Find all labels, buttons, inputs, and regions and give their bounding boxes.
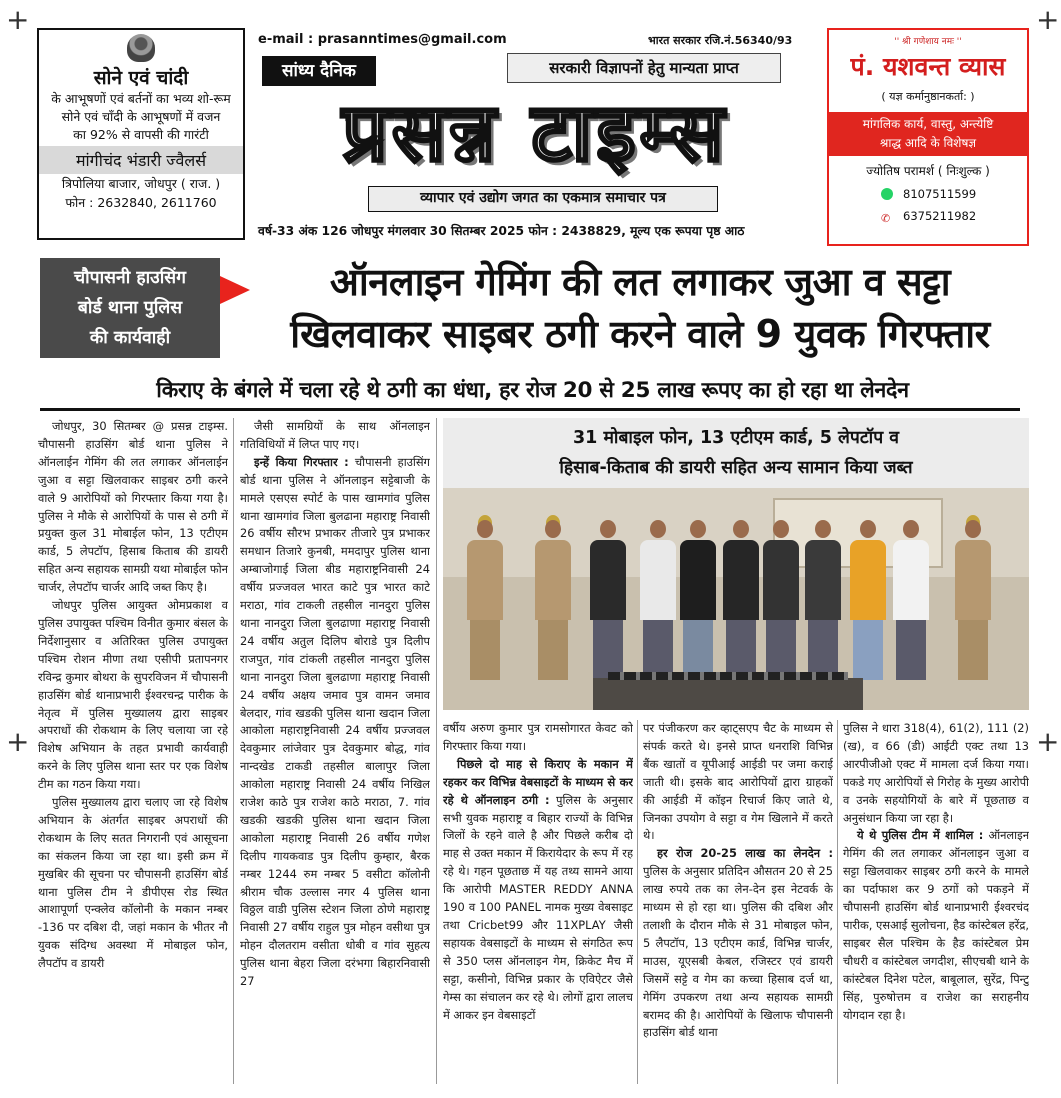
ad-line: सोने एवं चाँदी के आभूषणों में वजन <box>61 109 221 124</box>
paragraph: पर पंजीकरण कर व्हाट्सएप चैट के माध्यम से संपर्क करते थे। इनसे प्राप्त धनराशि विभिन्न बैंक खातों व यूपीआई आईडी पर जमा कराई जाती थी। इसके बाद आरोपियों द्वारा ग्राहकों की आईडी में कॉइन रिचार्ज किए जाते थे, जिनका उपयोग वे सट्टा व गेम खिलाने में करते थे। <box>643 721 833 843</box>
paragraph-lead: पिछले दो माह से किराए के मकान में रहकर कर विभिन्न वेबसाइटों के माध्यम से कर रहे थे ऑनलाइन ठगी : <box>443 756 633 807</box>
story-tag-line: चौपासनी हाउसिंग <box>74 268 186 288</box>
divider <box>40 408 1020 411</box>
issue-line: वर्ष-33 अंक 126 जोधपुर मंगलवार 30 सितम्बर 2025 फोन : 2438829, मूल्य एक रूपया पृष्ठ आठ <box>258 224 745 238</box>
crop-mark: + <box>6 3 30 36</box>
ad-address: त्रिपोलिया बाजार, जोधपुर ( राज. ) <box>61 176 221 191</box>
story-tag-line: बोर्ड थाना पुलिस <box>77 298 183 318</box>
accused-person <box>761 520 801 680</box>
paragraph-lead: हर रोज 20-25 लाख का लेनदेन : <box>657 846 833 861</box>
police-officer <box>533 520 573 680</box>
article-column-5 <box>843 720 1029 1084</box>
column-divider <box>436 418 437 1084</box>
paragraph: पुलिस ने धारा 318(4), 61(2), 111 (2) (ख), व 66 (डी) आईटी एक्ट तथा 13 आरपीजीओ एक्ट में मामला दर्ज किया गया। पकडे गए आरोपियों से गिरोह के मुख्य आरोपी व उनके सहयोगियों के बारे में पूछताछ व अनुसंधान किया जा रहा है। <box>843 721 1029 825</box>
red-arrow-icon <box>220 276 250 304</box>
accused-person <box>721 520 761 680</box>
ad-subtitle: ( यज्ञ कर्मानुष्ठानकर्ता: ) <box>881 90 975 103</box>
article-column-3 <box>443 720 633 1084</box>
arrest-photo <box>443 488 1029 710</box>
caption-line: हिसाब-किताब की डायरी सहित अन्य सामान किया जब्त <box>559 458 913 478</box>
ad-line: के आभूषणों एवं बर्तनों का भव्य शो-रूम <box>51 91 231 106</box>
crop-mark: + <box>1036 725 1060 758</box>
ad-heading: सोने एवं चांदी <box>93 67 189 89</box>
paragraph-text: चौपासनी हाउसिंग बोर्ड थाना पुलिस ने ऑनलाइन सट्टेबाजी के मामले एसएस स्पोर्ट के पास खामगांव पुलिस थाना खामगांव जिला बुलढाना महाराष्ट्र निवासी 26 वर्षीय सौरभ प्रभाकर तीजारे पुत्र प्रभाकर समधान तिजारे कुनबी, ममदापुर पुलिस थाना अम्बाजोगाई जिला बीड महाराष्ट्रनिवासी 24 वर्षीय प्रज्जवल भारत काटे पुत्र भारत काटे मराठा, गांव टाकली तहसील नानदुरा पुलिस थाना नानदुरा जिला बुलढाणा महाराष्ट्र निवासी 24 वर्षीय अतुल दिलिप बोराडे पुत्र दिलीप राजपुत, गांव टांकली तहसील नानदुरा पुलिस थाना नानदुरा जिला बुलढाणा महाराष्ट्र निवासी 24 वर्षीय अक्षय जमाव पुत्र वामन जमाव बेलदार, गांव खडकी पुलिस थाना खदान जिला आकोला महाराष्ट्रनिवासी 24 वर्षीय प्रज्जवल देवकुमार लांजेवार पुत्र देवकुमार बोद्ध, गांव नान्दखेड टाकडी तहसील बालापुर जिला आकोला महाराष्ट्र निवासी 24 वर्षीय निखिल राजेश काठे पुत्र राजेश काठे मराठा, 7. गांव खडकी खडकी पुलिस थाना खदान जिला आकोला महाराष्ट्र निवासी 26 वर्षीय गणेश दिलीप गायकवाड पुत्र दिलीप कुम्हार, बैरक नम्बर 1244 रुम नम्बर 5 वसीटा कॉलोनी श्रीराम चौक उल्लास नगर 4 पुलिस थाना विठ्ठल वाडी पुलिस स्टेशन जिला ठोणे महाराष्ट्र निवासी 27 वर्षीय राहुल पुत्र मोहन वसीथा पुत्र मोहन दौलतराम वसीता धोबी व गांव सुहत्य पुलिस थाना बेहरा जिला दरंभगा बिहारनिवासी 27 <box>240 454 430 989</box>
caption-line: 31 मोबाइल फोन, 13 एटीएम कार्ड, 5 लेपटॉप व <box>573 428 899 448</box>
ad-invocation: '' श्री गणेशाय नमः '' <box>894 37 962 47</box>
ad-phone: फोन : 2632840, 2611760 <box>65 195 217 210</box>
story-tag-line: की कार्यवाही <box>89 328 171 348</box>
paragraph-lead: इन्हें किया गिरफ्तार : <box>254 454 349 469</box>
photo-caption <box>443 418 1029 488</box>
article-column-1 <box>38 418 228 1084</box>
paragraph-text: पुलिस के अनुसार प्रतिदिन औसतन 20 से 25 लाख रुपये तक का लेन-देन इस नेटवर्क के माध्यम से हो रहा था। पुलिस की दबिश और तलाशी के दौरान मौके से 31 मोबाइल फोन, 5 लैपटॉप, 13 एटीएम कार्ड, विभिन्न चार्जर, माउस, यूएसबी केबल, रजिस्टर एवं डायरी जिसमें सट्टे व गेम का कच्चा हिसाब दर्ज था, गेमिंग उपकरण तथा अन्य सहायक सामग्री बरामद की है। आरोपियों के खिलाफ चौपासनी हाउसिंग बोर्ड थाना <box>643 864 833 1040</box>
story-tag <box>40 258 220 358</box>
phone-number: 6375211982 <box>903 209 977 223</box>
jeweller-advertisement <box>37 28 245 240</box>
ad-consultation: ज्योतिष परामर्श ( निःशुल्क ) <box>866 164 990 178</box>
paragraph: वर्षीय अरुण कुमार पुत्र रामसोगारत केवट को गिरफ्तार किया गया। <box>443 721 633 753</box>
phone-icon: ✆ <box>881 212 891 225</box>
paragraph <box>240 454 430 991</box>
newspaper-title: प्रसन्न टाइम्स <box>342 85 728 179</box>
paragraph <box>843 827 1029 1024</box>
column-divider <box>637 720 638 1084</box>
article-column-2 <box>240 418 430 1084</box>
ad-shop-name: मांगीचंद भंडारी ज्वैलर्स <box>39 146 243 174</box>
paragraph: जोधपुर पुलिस आयुक्त ओमप्रकाश व पुलिस उपायुक्त पश्चिम विनीत कुमार बंसल के निर्देशानुसार व अतिरिक्त पुलिस उपायुक्त पश्चिम रोशन मीणा तथा एसीपी प्रतापनगर रविन्द्र कुमार बोथरा के सुपरविजन में चौपासनी हाउसिंग बोर्ड थानाप्रभारी ईश्वरचन्द्र पारीक के नेतृत्व में पुलिस मुख्यालय द्वारा साइबर अपराधों की रोकथाम के लिए चलाया जा रहे विशेष अभियान के तहत प्रभावी कार्यवाही करने के लिए पुलिस थाना स्तर पर एक विशेष टीम का गठन किया गया। <box>38 598 228 792</box>
paragraph: जैसी सामग्रियों के साथ ऑनलाइन गतिविधियों में लिप्त पाए गए। <box>240 419 430 451</box>
paragraph: जोधपुर, 30 सितम्बर @ प्रसन्न टाइम्स. चौपासनी हाउसिंग बोर्ड थाना पुलिस ने ऑनलाईन गेमिंग की लत लगाकर ऑनलाईन जुआ व सट्टा खिलवाकर साइबर ठगी करने वाले 9 आरोपियों को गिरफ्तार किया गया है। पुलिस ने मौके से आरोपियों के पास से ठगी में प्रयुक्त कुल 31 मोबाईल फोन, 13 एटीएम कार्ड, 5 लेपटॉप, हिसाब किताब की डायरी सहित अन्य सहायक सामग्री यथा मोबाईल फोन चार्जर, लेपटॉप चार्जर आदि जब्त किए है। <box>38 419 228 595</box>
ad-phone-row <box>829 209 1027 224</box>
ad-line: का 92% से वापसी की गारंटी <box>73 127 209 142</box>
seized-phones <box>608 672 848 680</box>
paragraph-text: ऑनलाइन गेमिंग की लत लगाकर ऑनलाइन जुआ व सट्टा खिलवाकर साइबर ठगी करने के मामले का पर्दाफाश कर 9 ठगों को पकड़ने में चौपासनी हाउसिंग बोर्ड थानाप्रभारी ईश्वरचंद पारीक, एसआई सुलोचना, हैड कांस्टेबल हरेंद्र, साइबर सैल पश्चिम के हैड कांस्टेबल प्रेम चौधरी व कांस्टेबल जगदीश, सीएचबी थाने के कांस्टेबल दिनेश पटेल, बाबूलाल, सुरेंद्र, पिन्टु सिंह, पुरुषोत्तम व राजेश का सराहनीय योगदान रहा है। <box>843 828 1029 1022</box>
astrologer-advertisement <box>827 28 1029 246</box>
police-officer <box>465 520 505 680</box>
ad-services <box>829 112 1027 156</box>
police-officer <box>953 520 993 680</box>
whatsapp-number: 8107511599 <box>903 187 977 201</box>
accused-person <box>891 520 931 680</box>
ad-services-line: मांगलिक कार्य, वास्तु, अन्त्येष्टि <box>862 117 994 131</box>
edition-label: सांध्य दैनिक <box>262 56 376 86</box>
sub-headline: किराए के बंगले में चला रहे थे ठगी का धंधा, हर रोज 20 से 25 लाख रूपए का हो रहा था लेनदेन <box>156 378 909 403</box>
article-column-4 <box>643 720 833 1084</box>
paragraph-lead: ये थे पुलिस टीम में शामिल : <box>857 828 984 843</box>
deity-icon <box>127 34 155 62</box>
paragraph: पुलिस मुख्यालय द्वारा चलाए जा रहे विशेष अभियान के अंतर्गत साइबर अपराधों की रोकथाम के लिए सतत निगरानी एवं आसूचना का संकलन किया जा रहा था। इसी क्रम में मुखबिर की सूचना पर चौपासनी हाउसिंग बोर्ड थाना पुलिस टीम ने डीपीएस रोड स्थित आशापूर्णा एन्क्लेव कॉलोनी के मकान नम्बर -136 पर दबिश दी, जहां मकान के भीतर नौ युवक संदिग्ध अवस्था में मोबाइल फोन, लैपटॉप व डायरी <box>38 795 228 971</box>
ad-services-line: श्राद्ध आदि के विशेषज्ञ <box>879 136 977 150</box>
crop-mark: + <box>1036 3 1060 36</box>
paragraph-text: पुलिस के अनुसार सभी युवक महाराष्ट्र व बिहार राज्यों के विभिन्न जिलों के रहने वाले है और पिछले करीब दो माह से उक्त मकान में किरायेदार के रूप में रह रहे थे। गहन पूछताछ में यह तथ्य सामने आया कि आरोपी MASTER REDDY ANNA 190 व 100 PANEL नामक मुख्य वेबसाइट तथा Cricbet99 और 11XPLAY जैसी सहायक वेबसाइटों के माध्यम से संगठित रूप से 350 प्लस ऑनलाइन गेम, क्रिकेट मैच में सट्टा, कसीनो, विभिन्न प्रकार के एविऐटर जैसे गेम्स का संचालन कर रहे थे। लोगों द्वारा लालच में आकर इन वेबसाइटों <box>443 792 633 1022</box>
accused-person <box>588 520 628 680</box>
whatsapp-icon <box>881 188 893 200</box>
paragraph <box>643 845 833 1042</box>
crop-mark: + <box>6 725 30 758</box>
column-divider <box>837 720 838 1084</box>
ad-person-name: पं. यशवन्त व्यास <box>850 52 1006 81</box>
accused-person <box>638 520 678 680</box>
main-headline <box>250 256 1030 360</box>
recognition-banner: सरकारी विज्ञापनों हेतु मान्यता प्राप्त <box>507 53 781 83</box>
headline-line: ऑनलाइन गेमिंग की लत लगाकर जुआ व सट्टा <box>329 260 951 304</box>
accused-person <box>848 520 888 680</box>
registration-number: भारत सरकार रजि.नं.56340/93 <box>648 34 793 47</box>
accused-person <box>678 520 718 680</box>
column-divider <box>233 418 234 1084</box>
paragraph <box>443 756 633 1025</box>
masthead-email: e-mail : prasanntimes@gmail.com <box>258 32 507 47</box>
evidence-table <box>593 678 863 710</box>
headline-line: खिलवाकर साइबर ठगी करने वाले 9 युवक गिरफ्तार <box>290 312 990 356</box>
accused-person <box>803 520 843 680</box>
newspaper-tagline: व्यापार एवं उद्योग जगत का एकमात्र समाचार पत्र <box>368 186 718 212</box>
ad-whatsapp <box>829 187 1027 201</box>
